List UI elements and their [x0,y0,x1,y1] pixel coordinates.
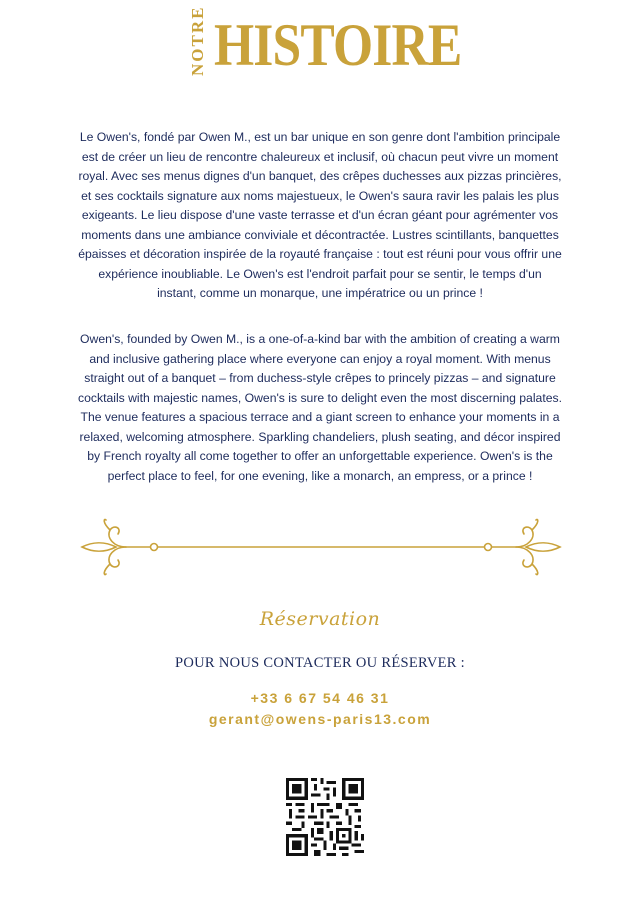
contact-heading: POUR NOUS CONTACTER OU RÉSERVER : [175,655,465,671]
story-paragraph-english: Owen's, founded by Owen M., is a one-of-a-kind bar with the ambition of creating a warm and inclusive gathering place where everyone can enjoy a royal moment. With menus straight out of a banquet – from duchess-style crêpes to princely pizzas – and signature cocktails with majestic names, Owen's is sure to delight even the most discerning palates. The venue features a spacious terrace and a giant screen to enhance your moments in a relaxed, welcoming atmosphere. Sparkling chandeliers, plush seating, and décor inspired by French royalty all come together to offer an unforgettable experience. Owen's is the perfect place to feel, for one evening, like a monarch, an empress, or a prince ! [78,332,562,483]
ornament-divider-icon [76,516,566,578]
email-link[interactable]: gerant@owens-paris13.com [208,711,432,727]
title-notre: NOTRE [188,5,207,76]
qr-code-icon[interactable] [286,778,364,856]
page-header [0,5,640,84]
story-paragraph-french: Le Owen's, fondé par Owen M., est un bar unique en son genre dont l'ambition principale est de créer un lieu de rencontre chaleureux et inclusif, où chacun peut vivre un moment royal. Avec ses menus dignes d'un banquet, des crêpes duchesses aux pizzas princières, et ses cocktails signature aux noms majestueux, le Owen's saura ravir les palais les plus exigeants. Le lieu dispose d'une vaste terrasse et d'un écran géant pour agrémenter vos moments dans une ambiance conviviale et décontractée. Lustres scintillants, banquettes épaisses et décoration inspirée de la royauté française : tout est réuni pour vous offrir une expérience inoubliable. Le Owen's est l'endroit parfait pour se sentir, le temps d'un instant, comme un monarque, une impératrice ou un prince ! [78,130,562,300]
title-histoire: HISTOIRE [214,12,462,78]
phone-number-link[interactable]: +33 6 67 54 46 31 [250,690,390,706]
reservation-title: Réservation [259,608,381,630]
